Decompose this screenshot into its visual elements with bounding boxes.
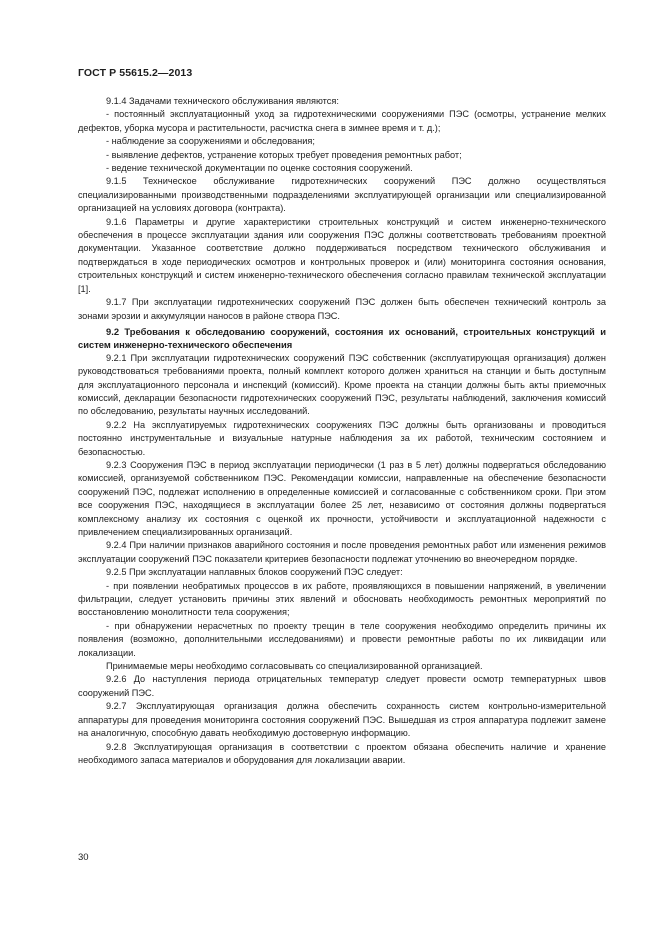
list-item: - выявление дефектов, устранение которых требует проведения ремонтных работ; (106, 149, 462, 160)
list-item: - при обнаружении нерасчетных по проекту трещин в теле сооружения необходимо определить причины их появления (возможно, дополнительными исследованиями) и провести ремонтные работы по их ликвидации или локализации. (78, 620, 606, 658)
paragraph-9-2-4: 9.2.4 При наличии признаков аварийного состояния и после проведения ремонтных работ или изменения режимов эксплуатации сооружений ПЭС показатели критериев безопасности подлежат уточнению во внеочередном порядке. (78, 540, 606, 564)
paragraph-9-2-7: 9.2.7 Эксплуатирующая организация должна обеспечить сохранность систем контрольно-измерительной аппаратуры для проведения мониторинга состояния сооружений ПЭС. Вышедшая из строя аппаратура подлежит замене на аналогичную, способную давать необходимую достоверную информацию. (78, 701, 606, 739)
paragraph-note: Принимаемые меры необходимо согласовывать со специализированной организацией. (106, 661, 483, 672)
paragraph-9-1-7: 9.1.7 При эксплуатации гидротехнических сооружений ПЭС должен быть обеспечен технический контроль за зонами эрозии и аккумуляции наносов в районе створа ПЭС. (78, 297, 606, 321)
document-page (78, 0, 606, 936)
paragraph-9-2-5: 9.2.5 При эксплуатации наплавных блоков сооружений ПЭС следует: (106, 567, 403, 578)
paragraph-9-1-4: 9.1.4 Задачами технического обслуживания являются: (106, 96, 339, 106)
paragraph-9-1-6: 9.1.6 Параметры и другие характеристики строительных конструкций и систем инженерно-технического обеспечения в процессе эксплуатации здания или сооружения ПЭС должны соответствовать требованиям проектной документации. Указанное соответствие должно поддерживаться посредством технического обслуживания и подтверждаться в ходе периодических осмотров и контрольных проверок и (или) мониторинга состояния основания, строительных конструкций и систем инженерно-технического обеспечения согласно правилам технической эксплуатации [1]. (78, 216, 606, 294)
page-number: 30 (78, 852, 89, 863)
list-item: - наблюдение за сооружениями и обследования; (106, 136, 315, 147)
paragraph-9-2-2: 9.2.2 На эксплуатируемых гидротехнических сооружениях ПЭС должны быть организованы и проводиться постоянно инструментальные и визуальные натурные наблюдения за их работой, техническим состоянием и безопасностью. (78, 419, 606, 457)
list-item: - при появлении необратимых процессов в их работе, проявляющихся в повышении напряжений, в увеличении фильтрации, следует установить причины этих явлений и обосновать необходимость ремонтных мероприятий по восстановлению монолитности тела сооружения; (78, 580, 606, 618)
document-header: ГОСТ Р 55615.2—2013 (78, 67, 193, 79)
list-item: - постоянный эксплуатационный уход за гидротехническими сооружениями ПЭС (осмотры, устранение мелких дефектов, уборка мусора и растительности, расчистка снега в зимнее время и т. д.); (78, 109, 606, 133)
paragraph-9-1-5: 9.1.5 Техническое обслуживание гидротехнических сооружений ПЭС должно осуществляться специализированными производственными подразделениями эксплуатирующей организации или специализированной организацией на условиях договора (контракта). (78, 176, 606, 214)
document-body (78, 95, 606, 767)
list-item: - ведение технической документации по оценке состояния сооружений. (106, 163, 413, 174)
paragraph-9-2-6: 9.2.6 До наступления периода отрицательных температур следует провести осмотр температурных швов сооружений ПЭС. (78, 674, 606, 698)
section-heading-9-2: 9.2 Требования к обследованию сооружений, состояния их оснований, строительных конструкций и систем инженерно-технического обеспечения (78, 325, 606, 351)
paragraph-9-2-8: 9.2.8 Эксплуатирующая организация в соответствии с проектом обязана обеспечить наличие и хранение необходимого запаса материалов и оборудования для локализации аварии. (78, 741, 606, 765)
paragraph-9-2-1: 9.2.1 При эксплуатации гидротехнических сооружений ПЭС собственник (эксплуатирующая организация) должен руководствоваться требованиями проекта, полный комплект которого должен храниться на станции и быть доступным для эксплуатационного персонала и инспекций (комиссий). Кроме проекта на станции должны быть акты приемочных комиссий, декларации безопасности гидротехнических сооружений ПЭС, результаты наблюдений, заключения комиссий по обследованию, результаты научных исследований. (78, 352, 606, 417)
paragraph-9-2-3: 9.2.3 Сооружения ПЭС в период эксплуатации периодически (1 раз в 5 лет) должны подвергаться обследованию комиссией, организуемой собственником ПЭС. Рекомендации комиссии, направленные на обеспечение безопасности сооружений ПЭС, подлежат исполнению в определенные комиссией и согласованные с собственником сроки. При этом все сооружения ПЭС, находящиеся в эксплуатации более 25 лет, независимо от состояния должны подвергаться комплексному анализу их состояния с оценкой их прочности, устойчивости и эксплуатационной надежности с привлечением специализированных организаций. (78, 459, 606, 537)
